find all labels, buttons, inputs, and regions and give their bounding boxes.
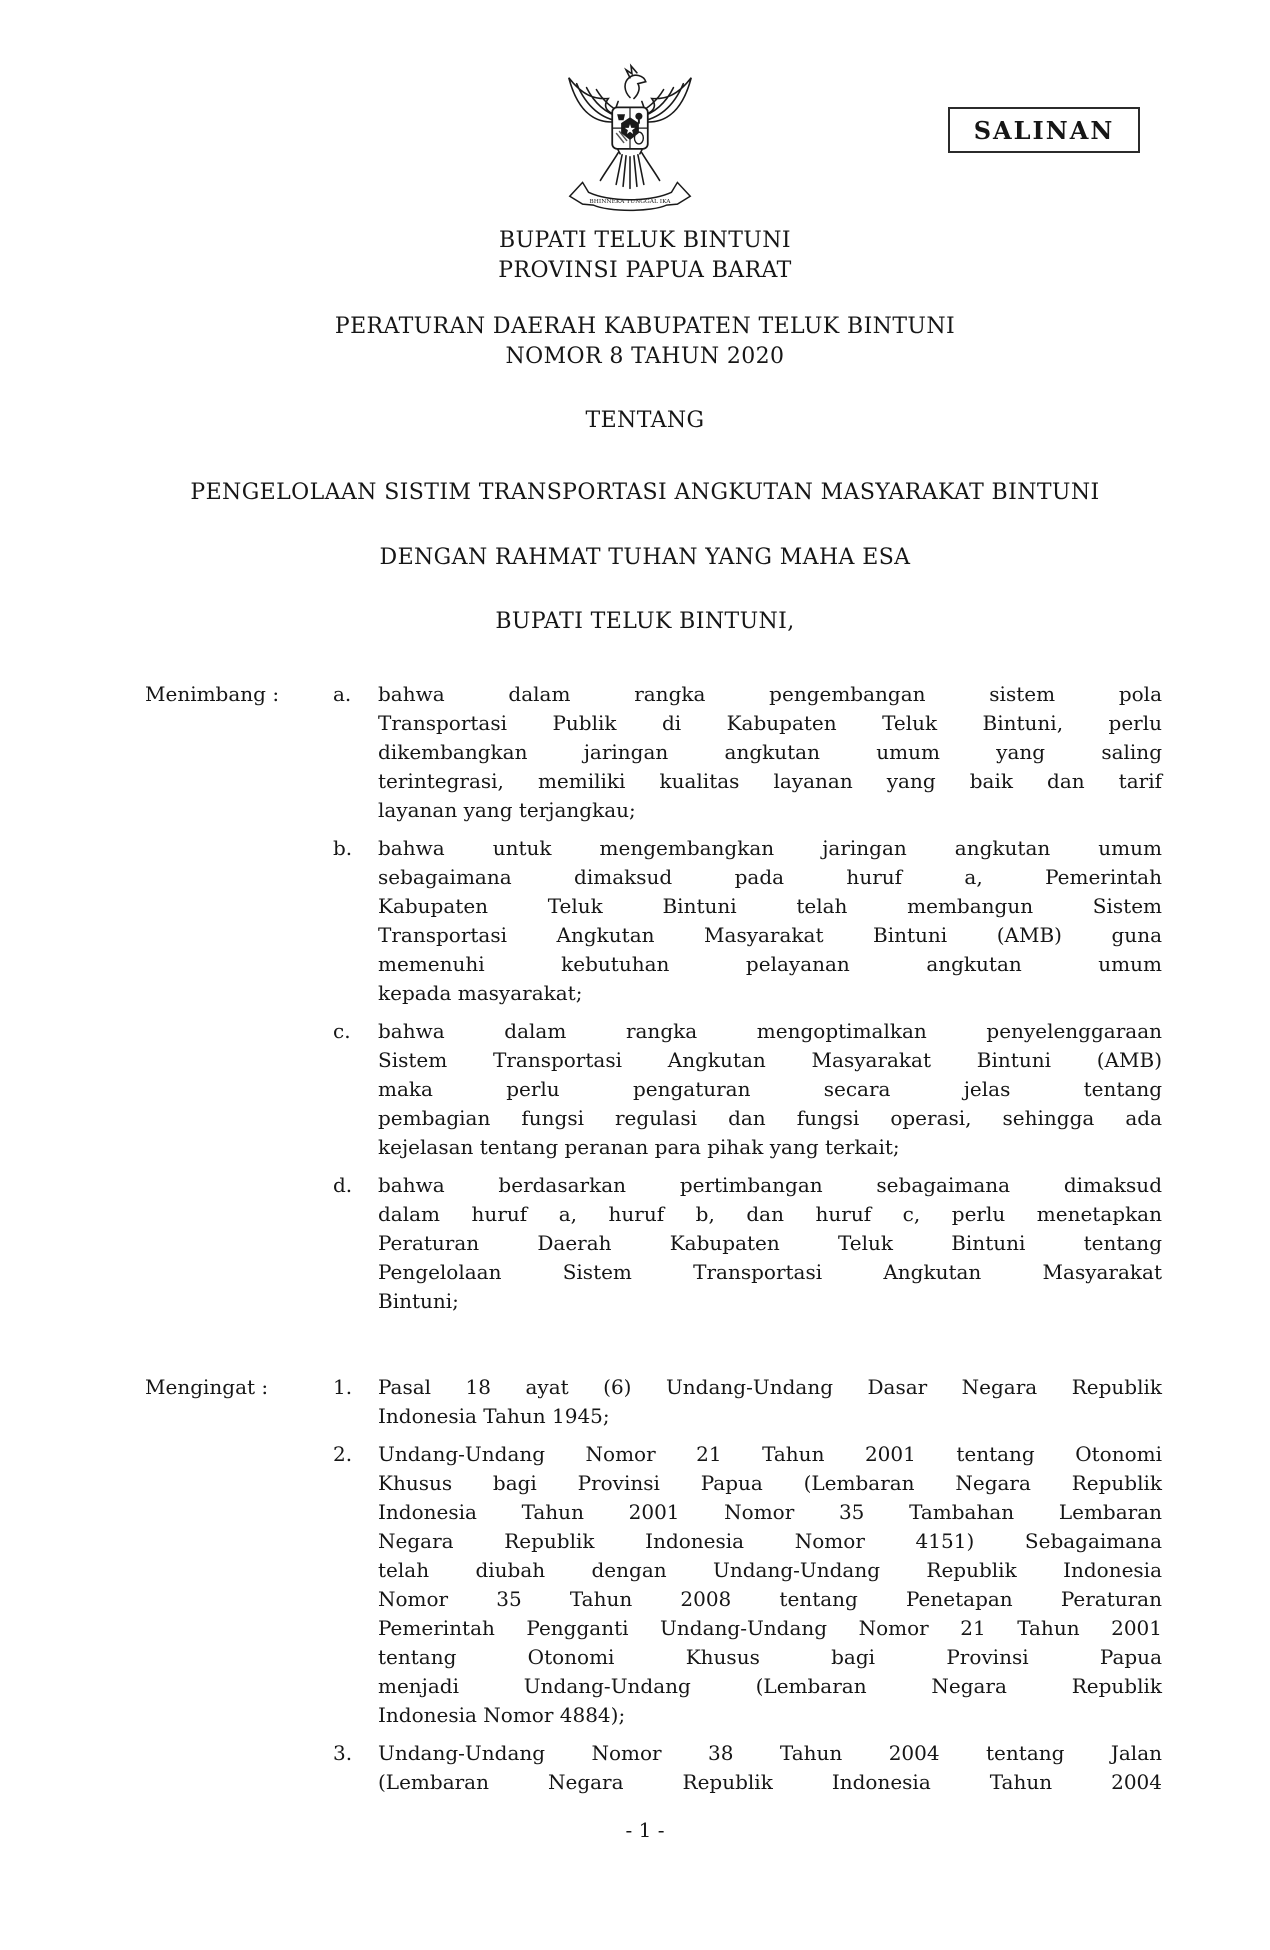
section-label-mengingat: Mengingat : <box>145 1375 269 1399</box>
text-line: menjadi Undang-Undang (Lembaran Negara Republik <box>378 1674 1162 1698</box>
text-line: (Lembaran Negara Republik Indonesia Tahun 2004 <box>378 1770 1162 1794</box>
text-line: Kabupaten Teluk Bintuni telah membangun Sistem <box>378 894 1162 918</box>
pancasila-shield <box>612 107 648 148</box>
regulation-number: NOMOR 8 TAHUN 2020 <box>505 344 785 369</box>
text-line: terintegrasi, memiliki kualitas layanan yang baik dan tarif <box>378 769 1162 793</box>
text-line: Undang-Undang Nomor 38 Tahun 2004 tentang Jalan <box>378 1741 1162 1765</box>
province-title: PROVINSI PAPUA BARAT <box>498 258 792 283</box>
text-line: tentang Otonomi Khusus bagi Provinsi Papua <box>378 1645 1162 1669</box>
section-menimbang <box>145 680 1162 1316</box>
section-mengingat <box>145 1373 1162 1797</box>
item-text <box>378 1440 1162 1730</box>
garuda-pancasila-icon <box>560 58 700 216</box>
salinan-label: SALINAN <box>973 115 1115 145</box>
text-line: bahwa dalam rangka pengembangan sistem pola <box>378 682 1162 706</box>
about-label: TENTANG <box>585 408 705 433</box>
list-item <box>333 1017 1162 1162</box>
text-line: layanan yang terjangkau; <box>378 798 636 822</box>
item-text <box>378 1373 1162 1431</box>
list-item <box>333 1373 1162 1431</box>
authority-title: BUPATI TELUK BINTUNI <box>499 228 791 253</box>
item-marker: 3. <box>333 1741 353 1765</box>
text-line: memenuhi kebutuhan pelayanan angkutan umum <box>378 952 1162 976</box>
item-text <box>378 1171 1162 1316</box>
text-line: sebagaimana dimaksud pada huruf a, Pemerintah <box>378 865 1162 889</box>
text-line: Sistem Transportasi Angkutan Masyarakat Bintuni (AMB) <box>378 1048 1162 1072</box>
list-item <box>333 834 1162 1008</box>
list-item <box>333 1171 1162 1316</box>
text-line: pembagian fungsi regulasi dan fungsi operasi, sehingga ada <box>378 1106 1162 1130</box>
text-line: Transportasi Publik di Kabupaten Teluk Bintuni, perlu <box>378 711 1162 735</box>
text-line: Bintuni; <box>378 1289 459 1313</box>
text-line: dalam huruf a, huruf b, dan huruf c, perlu menetapkan <box>378 1202 1162 1226</box>
text-line: Indonesia Tahun 1945; <box>378 1404 610 1428</box>
item-text <box>378 834 1162 1008</box>
text-line: maka perlu pengaturan secara jelas tentang <box>378 1077 1162 1101</box>
text-line: Pasal 18 ayat (6) Undang-Undang Dasar Negara Republik <box>378 1375 1162 1399</box>
list-item <box>333 680 1162 825</box>
text-line: dikembangkan jaringan angkutan umum yang saling <box>378 740 1162 764</box>
text-line: Khusus bagi Provinsi Papua (Lembaran Negara Republik <box>378 1471 1162 1495</box>
item-text <box>378 680 1162 825</box>
item-marker: d. <box>333 1173 353 1197</box>
page-number: - 1 - <box>625 1818 665 1842</box>
item-text <box>378 1739 1162 1797</box>
text-line: Transportasi Angkutan Masyarakat Bintuni (AMB) guna <box>378 923 1162 947</box>
text-line: Indonesia Tahun 2001 Nomor 35 Tambahan Lembaran <box>378 1500 1162 1524</box>
section-label-menimbang: Menimbang : <box>145 682 280 706</box>
item-marker: b. <box>333 836 353 860</box>
text-line: Indonesia Nomor 4884); <box>378 1703 626 1727</box>
menimbang-items <box>333 680 1162 1316</box>
item-marker: 1. <box>333 1375 353 1399</box>
item-marker: c. <box>333 1019 351 1043</box>
text-line: Pengelolaan Sistem Transportasi Angkutan Masyarakat <box>378 1260 1162 1284</box>
item-text <box>378 1017 1162 1162</box>
text-line: Undang-Undang Nomor 21 Tahun 2001 tentang Otonomi <box>378 1442 1162 1466</box>
text-line: Peraturan Daerah Kabupaten Teluk Bintuni tentang <box>378 1231 1162 1255</box>
regulation-title: PERATURAN DAERAH KABUPATEN TELUK BINTUNI <box>334 314 956 339</box>
text-line: Nomor 35 Tahun 2008 tentang Penetapan Peraturan <box>378 1587 1162 1611</box>
list-item <box>333 1440 1162 1730</box>
item-marker: 2. <box>333 1442 353 1466</box>
text-line: bahwa berdasarkan pertimbangan sebagaimana dimaksud <box>378 1173 1162 1197</box>
text-line: bahwa dalam rangka mengoptimalkan penyelenggaraan <box>378 1019 1162 1043</box>
text-line: kejelasan tentang peranan para pihak yang terkait; <box>378 1135 900 1159</box>
salinan-stamp <box>948 107 1140 153</box>
text-line: bahwa untuk mengembangkan jaringan angkutan umum <box>378 836 1162 860</box>
grace-line: DENGAN RAHMAT TUHAN YANG MAHA ESA <box>379 545 911 570</box>
regulation-subject: PENGELOLAAN SISTIM TRANSPORTASI ANGKUTAN MASYARAKAT BINTUNI <box>190 480 1100 505</box>
issuer-line: BUPATI TELUK BINTUNI, <box>495 609 795 634</box>
text-line: Negara Republik Indonesia Nomor 4151) Sebagaimana <box>378 1529 1162 1553</box>
garuda-pancasila-emblem <box>560 58 700 216</box>
text-line: kepada masyarakat; <box>378 981 583 1005</box>
motto-text: BHINNEKA TUNGGAL IKA <box>589 199 671 206</box>
list-item <box>333 1739 1162 1797</box>
text-line: telah diubah dengan Undang-Undang Republik Indonesia <box>378 1558 1162 1582</box>
text-line: Pemerintah Pengganti Undang-Undang Nomor 21 Tahun 2001 <box>378 1616 1162 1640</box>
item-marker: a. <box>333 682 352 706</box>
banyan-tree-icon <box>635 113 642 120</box>
mengingat-items <box>333 1373 1162 1797</box>
